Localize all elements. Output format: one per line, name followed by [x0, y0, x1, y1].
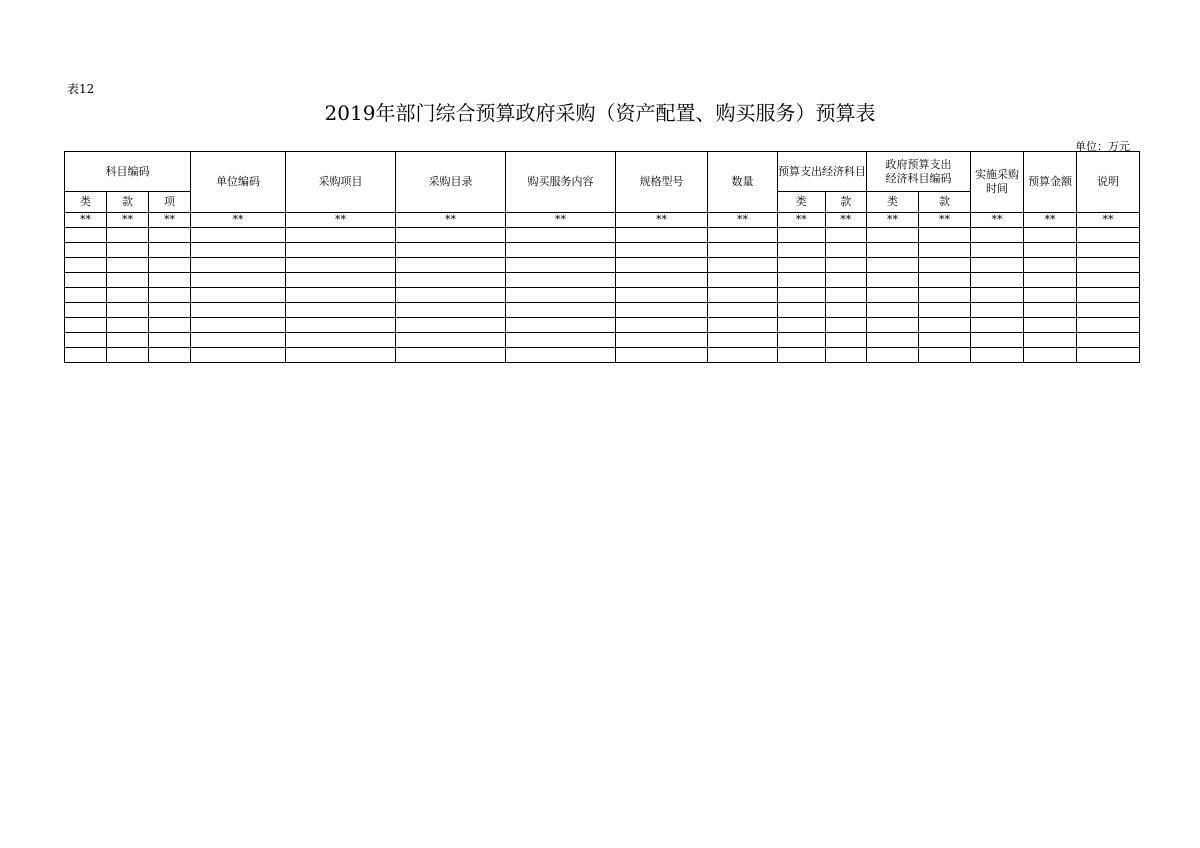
- table-row: [65, 318, 1140, 333]
- table-cell: [506, 273, 616, 288]
- table-cell: [867, 303, 919, 318]
- table-cell: [616, 348, 708, 363]
- table-cell: [867, 258, 919, 273]
- table-cell: [191, 228, 286, 243]
- table-cell: [867, 243, 919, 258]
- table-cell: **: [971, 213, 1024, 228]
- table-cell: [971, 348, 1024, 363]
- unit-label: 单位：万元: [1075, 140, 1130, 153]
- table-cell: [825, 243, 866, 258]
- table-cell: [708, 258, 778, 273]
- table-cell: [971, 318, 1024, 333]
- table-cell: [778, 228, 826, 243]
- table-cell: [708, 273, 778, 288]
- table-cell: [65, 333, 107, 348]
- table-row: [65, 333, 1140, 348]
- table-cell: [616, 303, 708, 318]
- table-cell: [708, 318, 778, 333]
- table-cell: **: [1024, 213, 1077, 228]
- table-cell: [919, 258, 971, 273]
- table-cell: **: [107, 213, 149, 228]
- table-cell: [506, 258, 616, 273]
- table-cell: [971, 303, 1024, 318]
- table-row: [65, 288, 1140, 303]
- table-cell: [191, 273, 286, 288]
- header-subject-kuan: 款: [107, 192, 149, 213]
- table-cell: [286, 228, 396, 243]
- header-spec-model: 规格型号: [616, 152, 708, 213]
- table-cell: [825, 333, 866, 348]
- table-cell: [778, 348, 826, 363]
- table-cell: [286, 348, 396, 363]
- header-gov-econ: 政府预算支出经济科目编码: [867, 152, 971, 192]
- table-cell: [149, 348, 191, 363]
- table-cell: [778, 303, 826, 318]
- table-cell: [1024, 333, 1077, 348]
- table-cell: **: [191, 213, 286, 228]
- table-cell: [1077, 348, 1140, 363]
- table-cell: [506, 333, 616, 348]
- table-cell: [825, 318, 866, 333]
- header-service-content: 购买服务内容: [506, 152, 616, 213]
- table-cell: [778, 318, 826, 333]
- table-cell: [149, 228, 191, 243]
- header-budget-amount: 预算金额: [1024, 152, 1077, 213]
- header-impl-time: 实施采购时间: [971, 152, 1024, 213]
- table-cell: [708, 348, 778, 363]
- table-cell: [708, 333, 778, 348]
- table-cell: [286, 333, 396, 348]
- table-cell: [191, 333, 286, 348]
- table-cell: [778, 288, 826, 303]
- table-cell: [1024, 258, 1077, 273]
- table-cell: [396, 288, 506, 303]
- table-cell: [919, 288, 971, 303]
- table-cell: [616, 273, 708, 288]
- table-cell: **: [867, 213, 919, 228]
- table-cell: [825, 273, 866, 288]
- table-cell: [506, 243, 616, 258]
- table-cell: [708, 288, 778, 303]
- table-cell: [1024, 288, 1077, 303]
- table-cell: **: [286, 213, 396, 228]
- table-cell: [107, 348, 149, 363]
- table-cell: [971, 273, 1024, 288]
- table-cell: [65, 258, 107, 273]
- table-cell: [396, 348, 506, 363]
- table-cell: [396, 303, 506, 318]
- table-cell: **: [1077, 213, 1140, 228]
- table-row: [65, 228, 1140, 243]
- table-cell: [65, 243, 107, 258]
- table-cell: [1077, 258, 1140, 273]
- table-cell: [107, 318, 149, 333]
- table-cell: [919, 243, 971, 258]
- table-cell: [107, 333, 149, 348]
- table-cell: [919, 303, 971, 318]
- header-budget-econ-kuan: 款: [825, 192, 866, 213]
- header-purchase-catalog: 采购目录: [396, 152, 506, 213]
- table-cell: [1024, 348, 1077, 363]
- table-cell: [107, 228, 149, 243]
- table-cell: [867, 333, 919, 348]
- header-budget-econ: 预算支出经济科目: [778, 152, 867, 192]
- table-cell: [919, 333, 971, 348]
- table-cell: [867, 288, 919, 303]
- table-row: [65, 258, 1140, 273]
- table-cell: [971, 288, 1024, 303]
- table-cell: [971, 228, 1024, 243]
- table-cell: [867, 348, 919, 363]
- table-cell: **: [65, 213, 107, 228]
- table-cell: [867, 273, 919, 288]
- table-cell: [616, 243, 708, 258]
- table-cell: [1077, 228, 1140, 243]
- table-cell: [396, 258, 506, 273]
- table-cell: [616, 333, 708, 348]
- header-subject-code: 科目编码: [65, 152, 191, 192]
- table-cell: [149, 243, 191, 258]
- table-cell: [919, 273, 971, 288]
- table-cell: [919, 318, 971, 333]
- table-cell: [149, 258, 191, 273]
- table-cell: [396, 333, 506, 348]
- table-cell: **: [708, 213, 778, 228]
- table-cell: [616, 228, 708, 243]
- table-cell: [778, 273, 826, 288]
- table-cell: [107, 288, 149, 303]
- table-cell: [506, 348, 616, 363]
- table-cell: **: [616, 213, 708, 228]
- header-gov-econ-lei: 类: [867, 192, 919, 213]
- table-cell: [971, 243, 1024, 258]
- table-cell: [616, 288, 708, 303]
- table-cell: [149, 288, 191, 303]
- table-cell: [149, 273, 191, 288]
- table-cell: [396, 273, 506, 288]
- header-quantity: 数量: [708, 152, 778, 213]
- table-cell: [867, 318, 919, 333]
- table-cell: [286, 288, 396, 303]
- table-cell: [396, 243, 506, 258]
- table-cell: [1077, 318, 1140, 333]
- table-cell: [149, 318, 191, 333]
- table-cell: **: [506, 213, 616, 228]
- table-cell: [1077, 303, 1140, 318]
- header-purchase-item: 采购项目: [286, 152, 396, 213]
- header-remark: 说明: [1077, 152, 1140, 213]
- table-cell: [506, 303, 616, 318]
- table-cell: [1024, 303, 1077, 318]
- table-cell: [191, 258, 286, 273]
- table-cell: [396, 318, 506, 333]
- header-subject-xiang: 项: [149, 192, 191, 213]
- table-cell: [919, 228, 971, 243]
- table-cell: [1024, 273, 1077, 288]
- table-cell: [919, 348, 971, 363]
- table-row: [65, 243, 1140, 258]
- table-row: [65, 303, 1140, 318]
- table-cell: [506, 228, 616, 243]
- table-cell: [1024, 228, 1077, 243]
- table-cell: [286, 318, 396, 333]
- table-cell: [65, 273, 107, 288]
- table-cell: **: [919, 213, 971, 228]
- table-cell: **: [149, 213, 191, 228]
- table-cell: [65, 228, 107, 243]
- table-cell: [191, 303, 286, 318]
- table-cell: [191, 348, 286, 363]
- table-cell: **: [778, 213, 826, 228]
- table-cell: [107, 273, 149, 288]
- table-cell: [971, 333, 1024, 348]
- table-cell: [778, 258, 826, 273]
- table-cell: [778, 333, 826, 348]
- table-cell: [971, 258, 1024, 273]
- table-cell: **: [396, 213, 506, 228]
- header-subject-lei: 类: [65, 192, 107, 213]
- table-row: [65, 348, 1140, 363]
- table-cell: [1077, 333, 1140, 348]
- table-cell: [708, 243, 778, 258]
- table-cell: [191, 243, 286, 258]
- table-cell: [616, 318, 708, 333]
- procurement-budget-table: [64, 151, 1140, 363]
- table-cell: **: [825, 213, 866, 228]
- table-cell: [149, 333, 191, 348]
- table-cell: [1024, 243, 1077, 258]
- table-cell: [107, 258, 149, 273]
- table-cell: [65, 303, 107, 318]
- header-budget-econ-lei: 类: [778, 192, 826, 213]
- table-cell: [1077, 288, 1140, 303]
- table-cell: [867, 228, 919, 243]
- table-cell: [506, 288, 616, 303]
- table-cell: [708, 228, 778, 243]
- table-cell: [65, 348, 107, 363]
- table-cell: [149, 303, 191, 318]
- header-gov-econ-kuan: 款: [919, 192, 971, 213]
- table-cell: [286, 303, 396, 318]
- table-cell: [506, 318, 616, 333]
- table-cell: [708, 303, 778, 318]
- table-cell: [65, 288, 107, 303]
- table-cell: [1077, 273, 1140, 288]
- table-cell: [825, 288, 866, 303]
- table-cell: [191, 288, 286, 303]
- table-row: [65, 213, 1140, 228]
- table-cell: [286, 243, 396, 258]
- table-cell: [825, 348, 866, 363]
- table-number: 表12: [67, 82, 95, 96]
- table-row: [65, 273, 1140, 288]
- table-cell: [286, 273, 396, 288]
- table-cell: [286, 258, 396, 273]
- table-cell: [65, 318, 107, 333]
- page-title: 2019年部门综合预算政府采购（资产配置、购买服务）预算表: [324, 101, 876, 125]
- table-cell: [825, 258, 866, 273]
- table-cell: [825, 303, 866, 318]
- table-cell: [396, 228, 506, 243]
- table-cell: [1077, 243, 1140, 258]
- table-cell: [191, 318, 286, 333]
- table-cell: [107, 303, 149, 318]
- table-cell: [107, 243, 149, 258]
- header-unit-code: 单位编码: [191, 152, 286, 213]
- table-cell: [616, 258, 708, 273]
- table-cell: [825, 228, 866, 243]
- table-cell: [778, 243, 826, 258]
- table-cell: [1024, 318, 1077, 333]
